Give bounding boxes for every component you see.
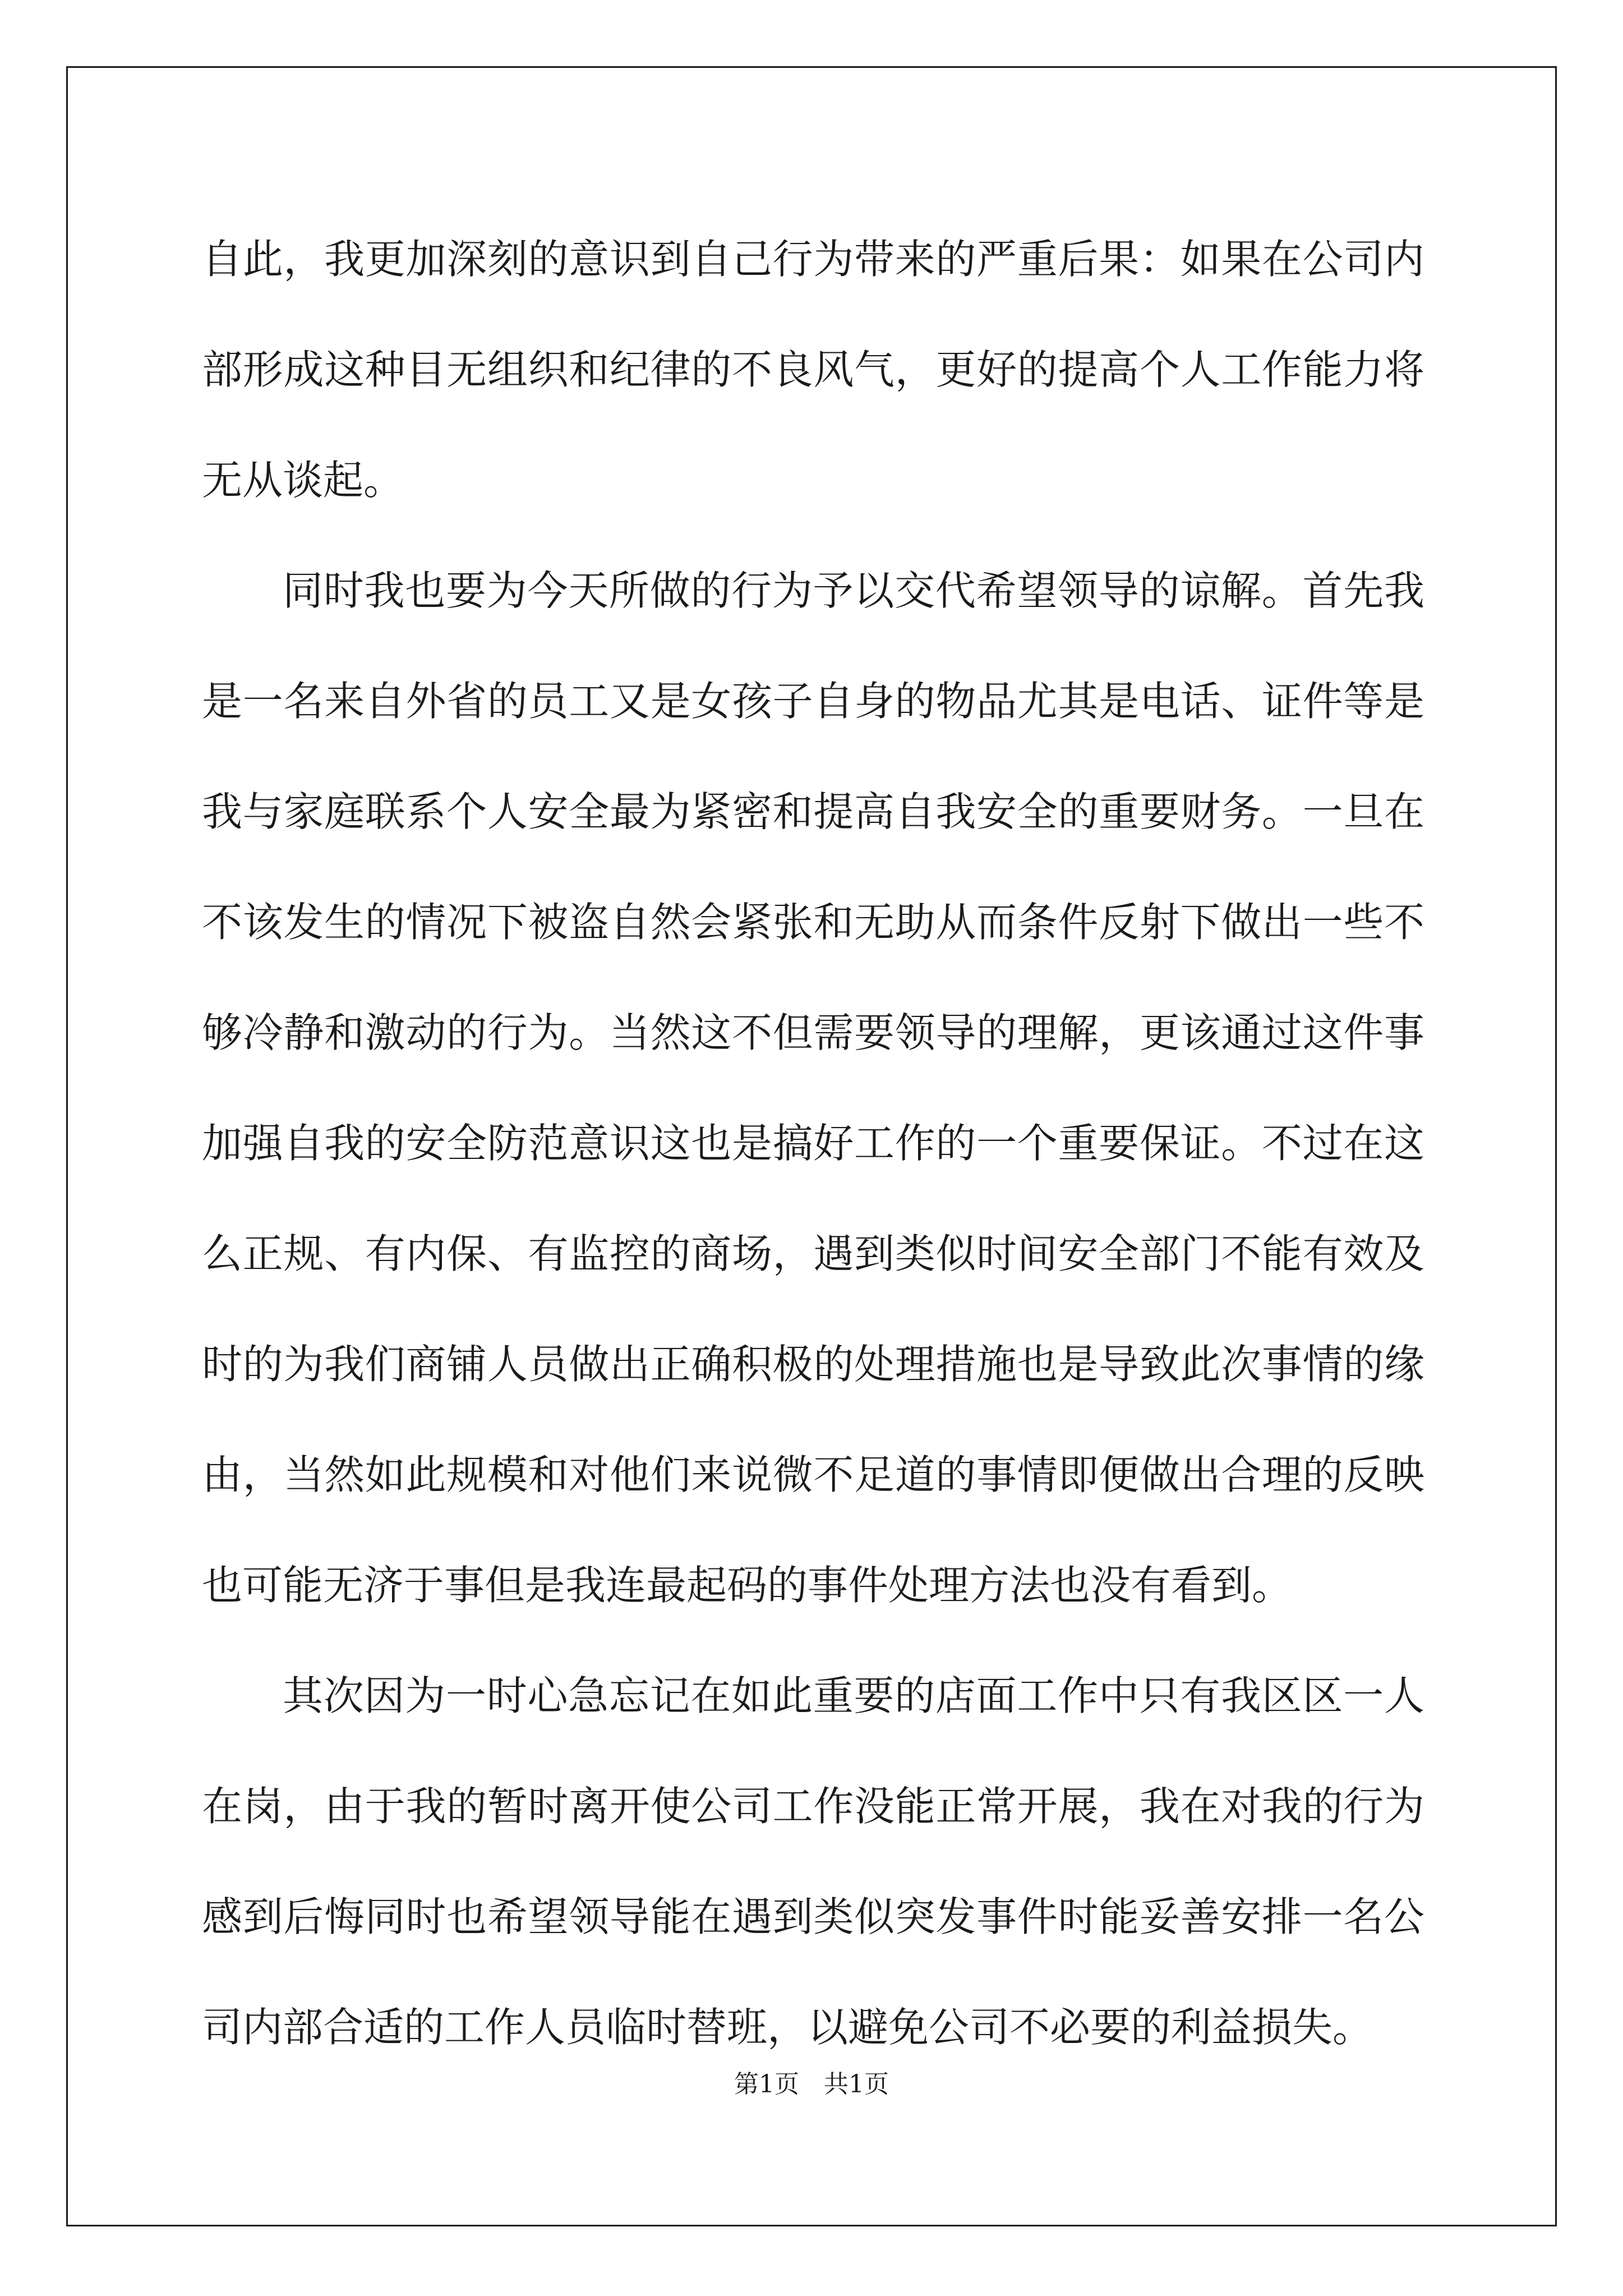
paragraph-3: 其次因为一时心急忘记在如此重要的店面工作中只有我区区一人在岗，由于我的暂时离开使公司工作没能正常开展，我在对我的行为感到后悔同时也希望领导能在遇到类似突发事件时能妥善安排一名公司内部合适的工作人员临时替班，以避免公司不必要的利益损失。 <box>202 1672 1424 2051</box>
page-number: 第1页 <box>734 2070 799 2099</box>
page-total: 共1页 <box>824 2070 889 2099</box>
paragraph-1: 自此，我更加深刻的意识到自己行为带来的严重后果：如果在公司内部形成这种目无组织和纪律的不良风气，更好的提高个人工作能力将无从谈起。 <box>202 236 1424 504</box>
document-body <box>202 204 1424 2083</box>
page-footer <box>0 2068 1623 2101</box>
paragraph-2: 同时我也要为今天所做的行为予以交代希望领导的谅解。首先我是一名来自外省的员工又是女孩子自身的物品尤其是电话、证件等是我与家庭联系个人安全最为紧密和提高自我安全的重要财务。一旦在不该发生的情况下被盗自然会紧张和无助从而条件反射下做出一些不够冷静和激动的行为。当然这不但需要领导的理解，更该通过这件事加强自我的安全防范意识这也是搞好工作的一个重要保证。不过在这么正规、有内保、有监控的商场，遇到类似时间安全部门不能有效及时的为我们商铺人员做出正确积极的处理措施也是导致此次事情的缘由，当然如此规模和对他们来说微不足道的事情即便做出合理的反映也可能无济于事但是我连最起码的事件处理方法也没有看到。 <box>202 567 1424 1609</box>
